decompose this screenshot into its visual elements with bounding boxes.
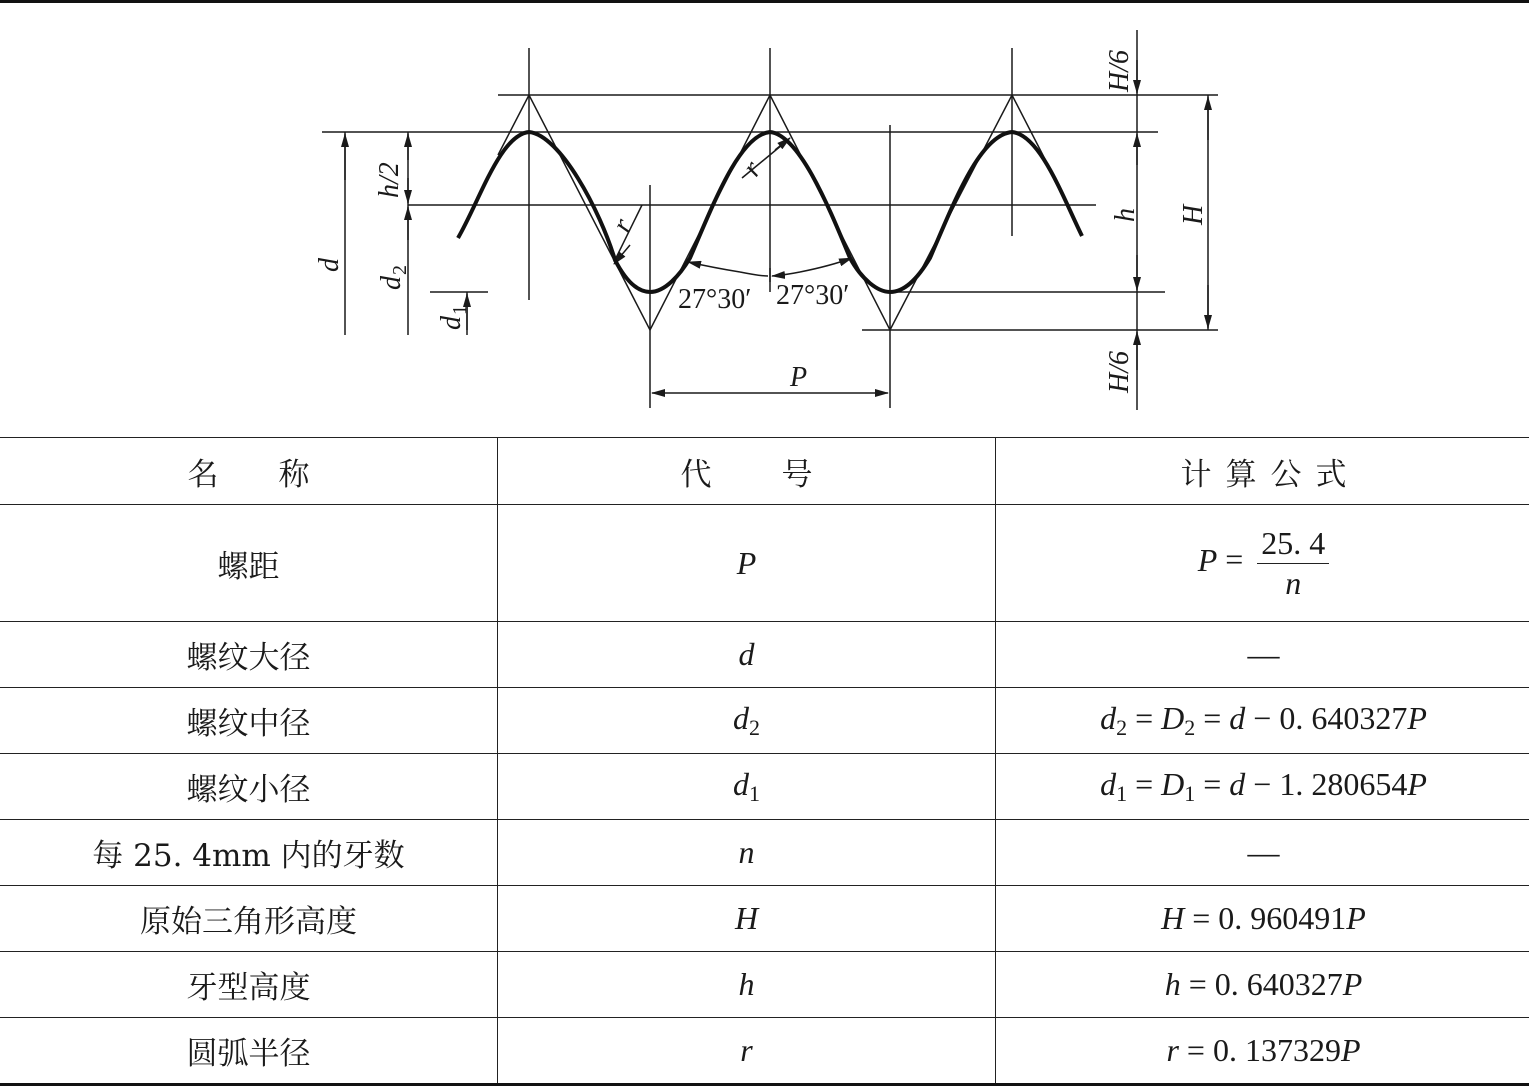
table-row (0, 1018, 1529, 1085)
row-formula: — (996, 820, 1529, 886)
label-r-left: r (606, 214, 639, 237)
row-name: 圆弧半径 (0, 1018, 498, 1085)
row-name: 牙型高度 (0, 952, 498, 1018)
formula-tail: P (1343, 966, 1363, 1002)
label-d1: d (436, 315, 467, 330)
formula-tail: P (1341, 1032, 1361, 1068)
formula-part: D (1161, 700, 1184, 736)
label-P: P (789, 362, 807, 393)
row-formula (996, 886, 1529, 952)
label-H6-top: H/6 (1104, 50, 1135, 93)
formula-part: d (1229, 766, 1245, 802)
table-row (0, 688, 1529, 754)
label-d2: d (376, 275, 407, 290)
table-header-row (0, 438, 1529, 505)
formula-rest: = 0. 137329 (1179, 1032, 1341, 1068)
formula-part: = (1127, 700, 1161, 736)
label-angle-left: 27°30′ (678, 284, 751, 315)
row-symbol: r (740, 1032, 752, 1068)
label-H6-bottom: H/6 (1104, 351, 1135, 394)
formula-tail: P (1346, 900, 1366, 936)
formula-part: = (1195, 766, 1229, 802)
formula-part: = (1127, 766, 1161, 802)
row-name: 原始三角形高度 (0, 886, 498, 952)
label-h2: h/2 (374, 162, 405, 198)
row-formula: — (996, 622, 1529, 688)
row-formula (996, 952, 1529, 1018)
row-symbol: n (739, 834, 755, 870)
formula-rest: = 0. 960491 (1184, 900, 1346, 936)
table-row (0, 820, 1529, 886)
row-formula (996, 754, 1529, 820)
row-name: 每 25. 4mm 内的牙数 (0, 820, 498, 886)
row-symbol: d (733, 766, 749, 802)
row-symbol: P (737, 545, 757, 581)
formula-part: d (1100, 766, 1116, 802)
row-name: 螺纹中径 (0, 688, 498, 754)
formula-rest: = 0. 640327 (1181, 966, 1343, 1002)
formula-part: d (1229, 700, 1245, 736)
header-symbol: 代号 (611, 457, 883, 493)
row-name: 螺纹大径 (0, 622, 498, 688)
header-formula: 计算公式 (1167, 457, 1361, 493)
fraction-numerator: 25. 4 (1257, 525, 1329, 564)
formula-lhs: P (1198, 541, 1218, 577)
row-name: 螺距 (0, 505, 498, 622)
formula-fraction (1257, 525, 1329, 602)
table-row (0, 622, 1529, 688)
formula-part: − 1. 280654 (1245, 766, 1407, 802)
label-h: h (1110, 208, 1141, 222)
label-d: d (314, 257, 345, 272)
row-symbol: H (735, 900, 758, 936)
table-row (0, 754, 1529, 820)
formula-part: 2 (1184, 715, 1195, 740)
label-d1-sub: 1 (449, 305, 471, 315)
formula-eq: = (1225, 541, 1243, 577)
formula-part: = (1195, 700, 1229, 736)
formula-var: h (1165, 966, 1181, 1002)
row-symbol: h (739, 966, 755, 1002)
header-name: 名称 (128, 457, 370, 493)
label-angle-right: 27°30′ (776, 280, 849, 311)
row-formula (996, 1018, 1529, 1085)
table-row (0, 886, 1529, 952)
row-symbol-sub: 1 (749, 781, 760, 806)
table-row (0, 505, 1529, 622)
thread-parameters-table (0, 437, 1529, 1086)
formula-part: 2 (1116, 715, 1127, 740)
formula-part: P (1407, 700, 1427, 736)
row-formula (996, 688, 1529, 754)
formula-var: H (1161, 900, 1184, 936)
row-symbol-sub: 2 (749, 715, 760, 740)
label-H: H (1178, 203, 1209, 226)
formula-part: d (1100, 700, 1116, 736)
formula-part: − 0. 640327 (1245, 700, 1407, 736)
fraction-denominator: n (1285, 564, 1301, 602)
row-symbol: d (739, 636, 755, 672)
formula-part: D (1161, 766, 1184, 802)
row-symbol: d (733, 700, 749, 736)
formula-part: P (1407, 766, 1427, 802)
fundamental-triangle (498, 95, 1048, 330)
table-row (0, 952, 1529, 1018)
formula-var: r (1166, 1032, 1178, 1068)
thread-profile-diagram (0, 0, 1529, 437)
formula-part: 1 (1116, 781, 1127, 806)
row-name: 螺纹小径 (0, 754, 498, 820)
label-d2-sub: 2 (389, 265, 411, 275)
formula-part: 1 (1184, 781, 1195, 806)
label-r-right: r (736, 155, 768, 182)
